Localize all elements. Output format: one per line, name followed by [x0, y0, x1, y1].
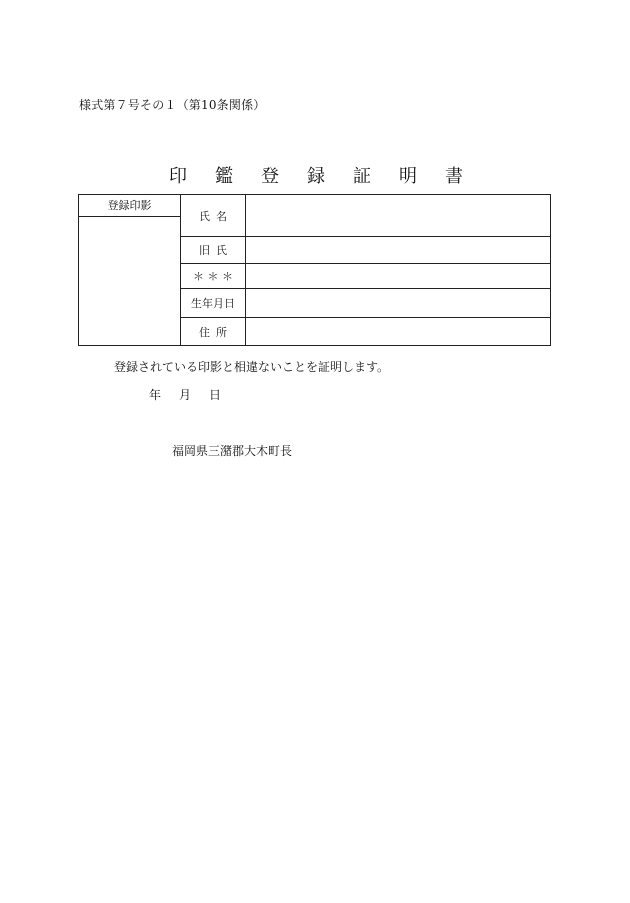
label-part: 氏 [199, 209, 210, 223]
date-month: 月 [179, 388, 192, 402]
seal-header: 登録印影 [79, 195, 180, 217]
label-part: 旧 [199, 244, 210, 257]
name-value [246, 195, 551, 237]
form-number: 様式第７号その１（第10条関係） [79, 98, 266, 112]
masked-value [246, 264, 551, 289]
title-char: 明 [399, 166, 417, 187]
label-part: 所 [216, 325, 227, 339]
former-surname-value [246, 237, 551, 264]
table-row [79, 195, 551, 237]
date-year: 年 [149, 388, 162, 402]
issuer-name: 福岡県三潴郡大木町長 [172, 444, 293, 458]
address-value [246, 318, 551, 346]
birthdate-value [246, 289, 551, 318]
row-label-former-surname [181, 237, 246, 264]
title-char: 印 [169, 166, 187, 187]
label-part: 名 [216, 209, 227, 223]
row-label-birthdate: 生年月日 [181, 289, 246, 318]
label-part: 氏 [216, 244, 227, 257]
label-part: ＊ [207, 270, 219, 283]
label-part: 住 [199, 325, 210, 339]
row-label-name [181, 195, 246, 237]
document-title [168, 162, 464, 188]
date-line [149, 386, 221, 403]
label-part: ＊ [193, 270, 204, 283]
date-day: 日 [209, 388, 222, 402]
title-char: 録 [307, 166, 325, 187]
row-label-address [181, 318, 246, 346]
certificate-table [78, 194, 551, 346]
row-label-masked [181, 264, 246, 289]
title-char: 書 [445, 166, 463, 187]
title-char: 鑑 [215, 166, 233, 187]
label-part: ＊ [222, 270, 233, 283]
certification-statement: 登録されている印影と相違ないことを証明します。 [114, 360, 390, 374]
seal-impression-cell [79, 195, 181, 346]
title-char: 登 [261, 166, 279, 187]
title-char: 証 [353, 166, 371, 187]
